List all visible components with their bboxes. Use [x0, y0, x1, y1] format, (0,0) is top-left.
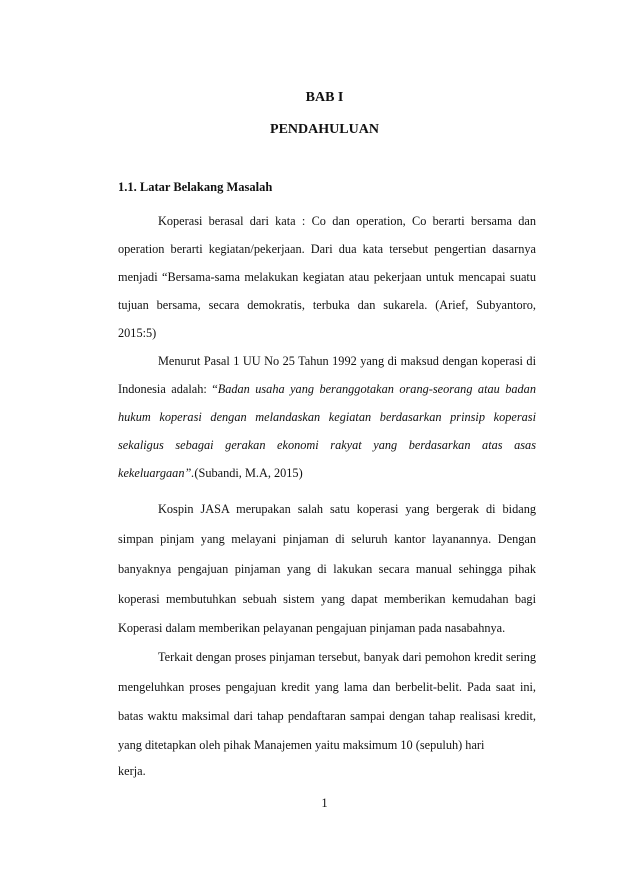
paragraph-4-line: kerja. [118, 764, 146, 778]
paragraph-1-line: 2015:5) [118, 326, 157, 340]
definition-quote: kekeluargaan”. [118, 466, 195, 480]
definition-quote: sekaligus sebagai gerakan ekonomi rakyat yang berdasarkan atas asas [118, 438, 536, 452]
page-number: 1 [321, 796, 328, 810]
paragraph-3-line: banyaknya pengajuan pinjaman yang di lakukan secara manual sehingga pihak [118, 562, 536, 576]
section-title: 1.1. Latar Belakang Masalah [118, 180, 273, 194]
paragraph-2-line [118, 464, 536, 482]
paragraph-3-line: Koperasi dalam memberikan pelayanan pengajuan pinjaman pada nasabahnya. [118, 621, 506, 635]
paragraph-4-line: yang ditetapkan oleh pihak Manajemen yaitu maksimum 10 (sepuluh) hari [118, 738, 485, 752]
chapter-number: BAB I [305, 90, 344, 105]
chapter-title: PENDAHULUAN [270, 122, 379, 137]
paragraph-3-line: simpan pinjam yang melayani pinjaman di seluruh kantor layanannya. Dengan [118, 532, 536, 546]
paragraph-2-line: Menurut Pasal 1 UU No 25 Tahun 1992 yang di maksud dengan koperasi di [158, 354, 536, 368]
paragraph-1-line: operation berarti kegiatan/pekerjaan. Dari dua kata tersebut pengertian dasarnya [118, 242, 536, 256]
paragraph-1-line: tujuan bersama, secara demokratis, terbuka dan sukarela. (Arief, Subyantoro, [118, 298, 536, 312]
paragraph-2-line [118, 380, 536, 398]
paragraph-4-line: Terkait dengan proses pinjaman tersebut, banyak dari pemohon kredit sering [158, 650, 536, 664]
citation: (Subandi, M.A, 2015) [194, 466, 303, 480]
paragraph-2-text: Indonesia adalah: “ [118, 382, 218, 396]
paragraph-1-line: menjadi “Bersama-sama melakukan kegiatan atau pekerjaan untuk mencapai suatu [118, 270, 536, 284]
definition-quote: hukum koperasi dengan melandaskan kegiatan berdasarkan prinsip koperasi [118, 410, 536, 424]
paragraph-3-line: Kospin JASA merupakan salah satu koperasi yang bergerak di bidang [158, 502, 536, 516]
paragraph-3-line: koperasi membutuhkan sebuah sistem yang dapat memberikan kemudahan bagi [118, 592, 536, 606]
paragraph-4-line: mengeluhkan proses pengajuan kredit yang lama dan berbelit-belit. Pada saat ini, [118, 680, 536, 694]
paragraph-4-line: batas waktu maksimal dari tahap pendaftaran sampai dengan tahap realisasi kredit, [118, 709, 536, 723]
definition-quote: Badan usaha yang beranggotakan orang-seorang atau badan [217, 382, 536, 396]
paragraph-1-line: Koperasi berasal dari kata : Co dan operation, Co berarti bersama dan [158, 214, 536, 228]
